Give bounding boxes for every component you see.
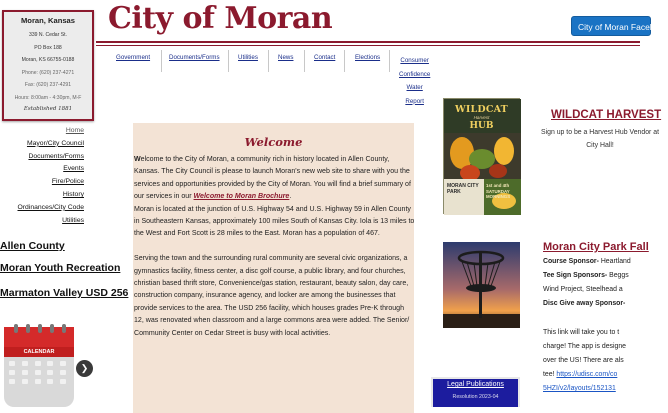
nav-water-report-line[interactable]: Water: [406, 84, 423, 92]
nav-divider: [228, 50, 229, 72]
contact-address: 339 N. Cedar St.: [29, 32, 67, 38]
calendar-label: CALENDAR: [4, 347, 74, 357]
left-nav-events[interactable]: Events: [63, 165, 84, 173]
welcome-dropcap: W: [134, 156, 141, 163]
welcome-panel: [133, 123, 414, 413]
nav-utilities[interactable]: Utilities: [238, 54, 258, 61]
tee-sponsor-line: [543, 272, 629, 279]
udisc-link-cont[interactable]: 5HZI/v2/layouts/152131: [543, 385, 616, 392]
contact-card: [2, 10, 94, 121]
contact-city-zip: Moran, KS 66755-0188: [21, 57, 75, 63]
chevron-right-icon[interactable]: ❯: [76, 360, 93, 377]
welcome-intro: [134, 154, 415, 204]
calendar-ring: [14, 324, 18, 333]
disc-golf-photo[interactable]: [443, 242, 520, 328]
legal-publications-title[interactable]: Legal Publications: [447, 381, 504, 388]
course-sponsor-line: [543, 258, 631, 265]
tee-sponsor-value: Beggs: [607, 272, 629, 279]
nav-divider: [389, 50, 390, 72]
park-text-line: over the US! There are als: [543, 357, 624, 364]
harvest-heading[interactable]: WILDCAT HARVEST: [551, 109, 662, 121]
usd-256-link[interactable]: Marmaton Valley USD 256: [0, 287, 129, 299]
left-nav: [18, 125, 85, 227]
poster-when: 1st and 4th SATURDAY MORNINGS: [486, 183, 511, 200]
udisc-lead: tee!: [543, 371, 557, 378]
nav-documents-forms[interactable]: Documents/Forms: [169, 54, 220, 61]
giveaway-line: [543, 300, 625, 307]
calendar-widget[interactable]: [4, 327, 74, 407]
contact-fax: Fax: (620) 237-4291: [24, 82, 72, 88]
allen-county-link[interactable]: Allen County: [0, 240, 65, 252]
nav-contact[interactable]: Contact: [314, 54, 336, 61]
legal-publications-box[interactable]: [431, 377, 520, 407]
welcome-services: Serving the town and the surrounding rural community are several civic organizations, a gymnastics facility, fitness center, a disc golf course, a public library, and four churches, christian based thrift store, Convenience/gas station, restaurant, beauty salon, day care, construction company, insurance agency, and locker are among the businesses that provide services to the area. The USD 256 facility, which houses grades Pre-K through 12, was renovated when classroom and a large commons area were added. The Senior/ Community Center on Cedar Street is busy with local activities.: [134, 255, 410, 337]
welcome-body: [134, 154, 415, 340]
harvest-hub-poster[interactable]: [443, 98, 520, 214]
calendar-header: [4, 327, 74, 347]
welcome-intro-text: elcome to the City of Moran, a community rich in history located in Allen County, Kansas. The City Council is please to launch Moran's new web site to share with you the services and opportunities provided by the City of Moran. You will find a brief summary of our services in our: [134, 156, 411, 201]
nav-divider: [304, 50, 305, 72]
harvest-signup-text: Sign up to be a Harvest Hub Vendor at City Hall!: [541, 129, 659, 149]
poster-hub: HUB: [469, 121, 494, 131]
left-nav-ordinances[interactable]: Ordinances/City Code: [17, 203, 84, 211]
udisc-line-2: [543, 385, 616, 392]
nav-water-report[interactable]: [399, 54, 430, 108]
poster-town: MORAN CITY PARK: [447, 183, 479, 195]
calendar-ring: [50, 324, 54, 333]
site-title[interactable]: City of Moran: [108, 1, 333, 36]
welcome-title: Welcome: [244, 135, 303, 149]
poster-title: WILDCAT: [455, 104, 508, 115]
contact-card-title: Moran, Kansas: [20, 16, 76, 25]
udisc-link[interactable]: https://udisc.com/co: [556, 371, 618, 378]
course-sponsor-value: Heartland: [598, 258, 631, 265]
left-nav-fire-police[interactable]: Fire/Police: [51, 178, 84, 186]
contact-hours: Hours: 8:00am - 4:30pm, M-F: [14, 94, 82, 101]
nav-divider: [344, 50, 345, 72]
poster-subtitle: Harvest: [473, 115, 490, 120]
nav-divider: [161, 50, 162, 72]
header-rule: [96, 41, 640, 43]
left-nav-home[interactable]: Home: [65, 127, 84, 134]
nav-water-report-line[interactable]: Report: [405, 97, 424, 105]
nav-government[interactable]: Government: [116, 54, 151, 61]
nav-elections[interactable]: Elections: [355, 54, 381, 61]
legal-publications-subtitle: Resolution 2023-04: [452, 394, 499, 400]
park-text-line: charge! The app is designe: [543, 343, 627, 350]
youth-recreation-link[interactable]: Moran Youth Recreation: [0, 262, 121, 274]
left-nav-documents-forms[interactable]: Documents/Forms: [28, 152, 84, 160]
disc-golf-basket-image: [443, 242, 520, 328]
tee-sponsor-label: Tee Sign Sponsors-: [543, 272, 608, 279]
nav-water-report-line[interactable]: Confidence: [399, 70, 431, 78]
nav-divider: [268, 50, 269, 72]
contact-phone: Phone: (620) 237-4271: [21, 69, 75, 76]
park-text-line: Wind Project, Steelhead a: [543, 286, 623, 293]
udisc-line: [543, 371, 617, 378]
course-sponsor-label: Course Sponsor-: [543, 258, 599, 265]
welcome-location: Moran is located at the junction of U.S. Highway 54 and U.S. Highway 59 in Allen County in Southeastern Kansas, approximately 100 miles South of Kansas City. Iola is 13 miles to the West and Fort Scott is 28 miles to the East. Moran has a population of 467.: [134, 205, 415, 238]
nav-water-report-line[interactable]: Consumer: [400, 57, 429, 64]
nav-news[interactable]: News: [278, 54, 294, 61]
header-rule-thin: [96, 45, 640, 46]
established-note: Established 1881: [23, 106, 73, 112]
contact-po-box: PO Box 188: [34, 44, 62, 51]
left-nav-mayor-council[interactable]: Mayor/City Council: [26, 139, 84, 147]
facebook-button[interactable]: City of Moran Facebook: [571, 16, 651, 36]
calendar-grid: [9, 361, 69, 384]
calendar-ring: [62, 324, 66, 333]
calendar-ring: [26, 324, 30, 333]
brochure-link[interactable]: Welcome to Moran Brochure: [193, 193, 290, 201]
welcome-intro-end: .: [289, 193, 292, 201]
park-heading[interactable]: Moran City Park Fall: [543, 241, 649, 253]
giveaway-label: Disc Give away Sponsor-: [543, 300, 626, 307]
park-text-line: This link will take you to t: [543, 329, 620, 336]
left-nav-utilities[interactable]: Utilities: [62, 216, 84, 224]
left-nav-history[interactable]: History: [62, 190, 84, 198]
calendar-ring: [38, 324, 42, 333]
